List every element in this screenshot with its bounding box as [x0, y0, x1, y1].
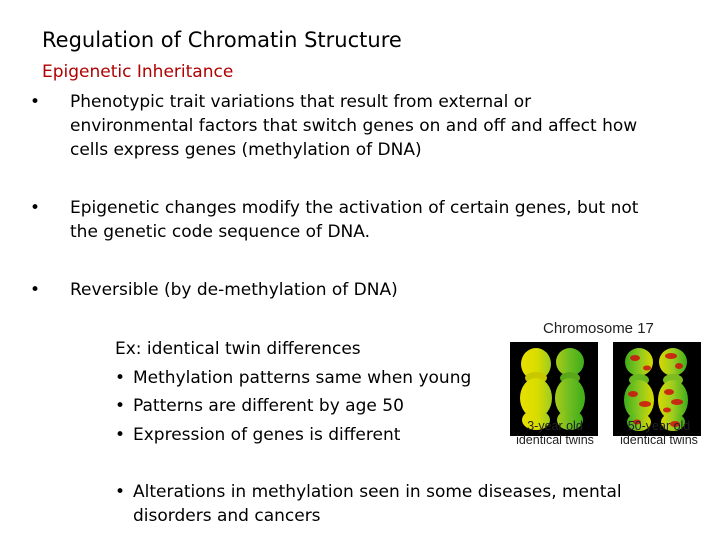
bullet-marker: • [115, 367, 126, 388]
bullet-line: Alterations in methylation seen in some diseases, mental [133, 482, 622, 502]
caption-young-twins [505, 419, 605, 447]
slide-title: Regulation of Chromatin Structure [42, 28, 402, 52]
bullet-text [70, 196, 638, 244]
bullet-line: cells express genes (methylation of DNA) [70, 140, 422, 160]
example-item-text: Expression of genes is different [133, 424, 401, 445]
bullet-marker: • [30, 198, 41, 218]
chromatid-green [555, 348, 585, 430]
bullet-marker: • [30, 92, 41, 112]
example-item [115, 364, 472, 393]
chromosome-figure [505, 318, 705, 458]
bullet-line: disorders and cancers [133, 506, 321, 526]
example-item-text: Methylation patterns same when young [133, 367, 472, 388]
bullet-line: environmental factors that switch genes on and off and affect how [70, 116, 638, 136]
example-item [115, 421, 401, 450]
bullet-marker: • [115, 482, 126, 502]
example-heading: Ex: identical twin differences [115, 339, 361, 359]
caption-line: identical twins [516, 433, 594, 447]
bullet-line: Epigenetic changes modify the activation of certain genes, but not [70, 198, 639, 218]
caption-older-twins [611, 419, 707, 447]
bullet-marker: • [115, 396, 126, 416]
bullet-text [133, 480, 622, 528]
bullet-text [70, 90, 637, 162]
bullet-line: Phenotypic trait variations that result from external or [70, 92, 532, 112]
bullet-line: Reversible (by de-methylation of DNA) [70, 280, 398, 300]
example-item-text: Patterns are different by age 50 [133, 396, 404, 416]
bullet-line: the genetic code sequence of DNA. [70, 222, 370, 242]
caption-line: 3-year old [527, 419, 583, 433]
example-item [115, 392, 404, 421]
bullet-marker: • [30, 280, 41, 300]
chromatid-yellow [520, 348, 552, 430]
figure-title: Chromosome 17 [543, 320, 654, 337]
caption-line: identical twins [620, 433, 698, 447]
bullet-text [70, 278, 398, 302]
bullet-marker: • [115, 424, 126, 445]
caption-line: 50-year old [627, 419, 691, 433]
example-block [115, 335, 472, 449]
slide-subtitle: Epigenetic Inheritance [42, 62, 234, 82]
